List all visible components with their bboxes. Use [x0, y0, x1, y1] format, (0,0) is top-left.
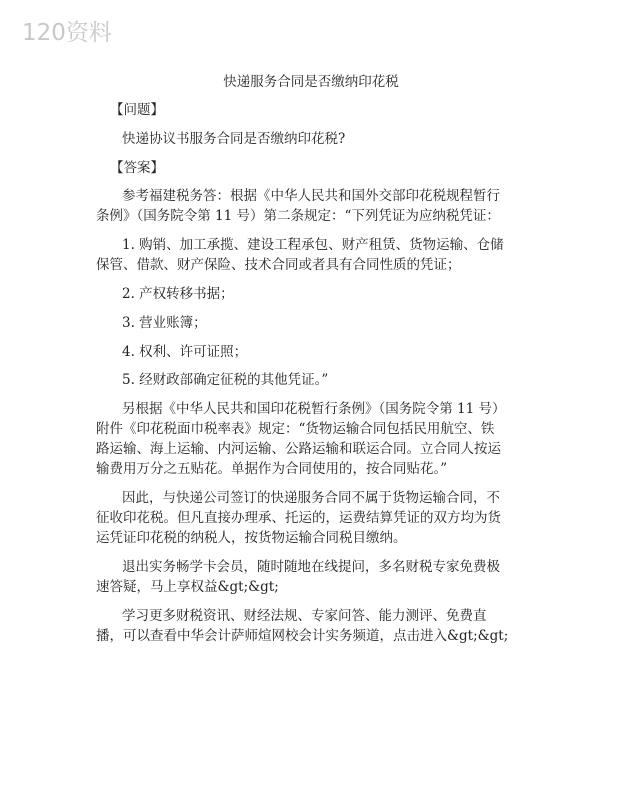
- list-item-2: 2. 产权转移书据；: [122, 286, 234, 302]
- paragraph-5-line-1: 学习更多财税资讯、财经法规、专家问答、能力测评、免费直: [122, 608, 487, 624]
- list-item-1-line-2: 保管、借款、财产保险、技术合同或者具有合同性质的凭证；: [96, 257, 461, 273]
- paragraph-2-line-2: 附件《印花税面巾税率表》规定：“货物运输合同包括民用航空、铁: [96, 421, 495, 437]
- watermark-logo: 120资料: [22, 20, 112, 46]
- list-item-1-line-1: 1. 购销、加工承揽、建设工程承包、财产租赁、货物运输、仓储: [122, 237, 504, 253]
- paragraph-4-line-1: 退出实务畅学卡会员，随时随地在线提问，多名财税专家免费极: [122, 559, 500, 575]
- question-heading: 【问题】: [110, 102, 164, 118]
- paragraph-2-line-1: 另根据《中华人民共和国印花税暂行条例》（国务院令第 11 号）: [122, 401, 506, 417]
- paragraph-2-line-4: 输费用万分之五贴花。单据作为合同使用的，按合同贴花。”: [96, 461, 448, 477]
- paragraph-3-line-1: 因此，与快递公司签订的快递服务合同不属于货物运输合同，不: [122, 490, 500, 506]
- list-item-5: 5. 经财政部确定征税的其他凭证。”: [122, 372, 329, 388]
- paragraph-3-line-3: 运凭证印花税的纳税人，按货物运输合同税目缴纳。: [96, 530, 407, 546]
- paragraph-2-line-3: 路运输、海上运输、内河运输、公路运输和联运合同。立合同人按运: [96, 441, 501, 457]
- paragraph-1-line-2: 条例》（国务院令第 11 号）第二条规定：“下列凭证为应纳税凭证：: [96, 208, 500, 224]
- list-item-3: 3. 营业账簿；: [122, 315, 207, 331]
- list-item-4: 4. 权利、许可证照；: [122, 344, 248, 360]
- paragraph-4-line-2: 速答疑，马上享权益&gt;&gt;: [96, 579, 279, 595]
- paragraph-3-line-2: 征收印花税。但凡直接办理承、托运的，运费结算凭证的双方均为货: [96, 510, 501, 526]
- document-title: 快递服务合同是否缴纳印花税: [223, 74, 399, 90]
- paragraph-5-line-2: 播，可以查看中华会计萨师煊网校会计实务频道，点击进入&gt;&gt;: [96, 628, 509, 644]
- question-text: 快递协议书服务合同是否缴纳印花税?: [122, 131, 346, 147]
- paragraph-1-line-1: 参考福建税务答：根据《中华人民共和国外交部印花税规程暂行: [122, 188, 500, 204]
- answer-heading: 【答案】: [110, 160, 164, 176]
